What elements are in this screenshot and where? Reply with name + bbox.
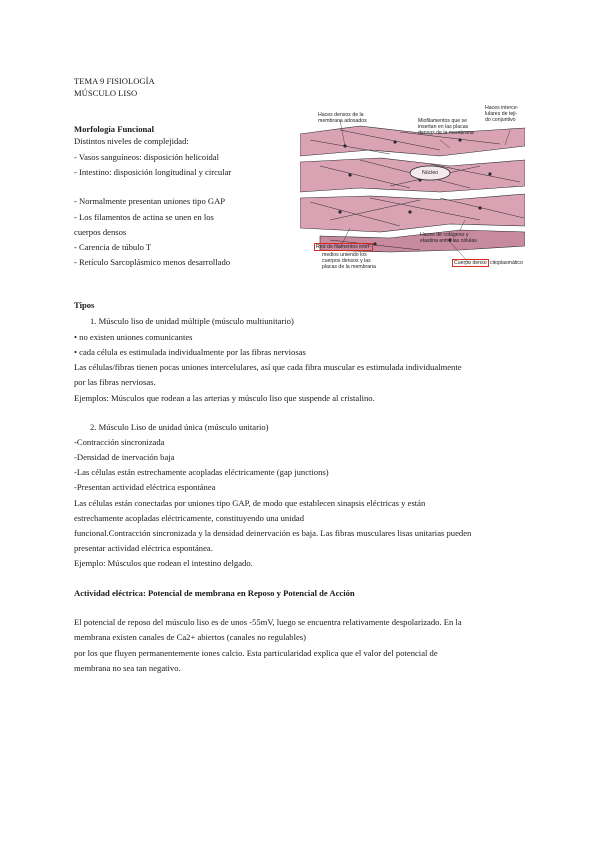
label-cuerpo-denso: Cuerpo denso citoplasmático <box>454 260 523 266</box>
label-haces-intercelulares: Haces interce- lulares de teji- do conjuntivo <box>485 105 519 123</box>
text-line: - Retículo Sarcoplásmico menos desarrollado <box>74 257 231 267</box>
text-line: • cada célula es estimulada individualmente por las fibras nerviosas <box>74 347 306 357</box>
label-red-filamentos-rest: medios uniendo los cuerpos densos y las placas de la membrana <box>322 252 376 270</box>
label-miofilamentos: Miofilamentos que se insertan en las placas densas de la membrana <box>418 118 474 136</box>
section-heading-actividad: Actividad eléctrica: Potencial de membrana en Reposo y Potencial de Acción <box>74 588 355 598</box>
label-red-filamentos: Red de filamentos inter- <box>316 244 372 250</box>
label-haces-colageno: Haces de colágeno y elastina entre las células <box>420 232 477 244</box>
text-line: - Vasos sanguíneos: disposición helicoidal <box>74 152 219 162</box>
text-line: -Presentan actividad eléctrica espontánea <box>74 482 216 492</box>
doc-title: TEMA 9 FISIOLOGÍA <box>74 76 155 86</box>
text-line: por las fibras nerviosas. <box>74 377 156 387</box>
text-line: - Intestino: disposición longitudinal y circular <box>74 167 232 177</box>
doc-subtitle: MÚSCULO LISO <box>74 88 138 98</box>
text-line: • no existen uniones comunicantes <box>74 332 193 342</box>
label-nucleo: Núcleo <box>422 170 439 176</box>
text-line: - Carencia de túbulo T <box>74 242 152 252</box>
text-line: membrana existen canales de Ca2+ abiertos (canales no regulables) <box>74 632 307 642</box>
section-heading-tipos: Tipos <box>74 300 95 310</box>
text-line: - Los filamentos de actina se unen en los <box>74 212 214 222</box>
label-haces-densos: Haces densos de la membrana adosados <box>318 112 367 124</box>
text-line: Ejemplo: Músculos que rodean el intestino delgado. <box>74 558 253 568</box>
text-line: Las células están conectadas por uniones tipo GAP, de modo que establecen sinapsis eléctricas y están <box>74 498 426 508</box>
text-line: membrana no sea tan negativo. <box>74 663 181 673</box>
list-item-tipo-2: 2. Músculo Liso de unidad única (músculo unitario) <box>90 422 269 432</box>
text-line: - Normalmente presentan uniones tipo GAP <box>74 196 226 206</box>
text-line: cuerpos densos <box>74 227 127 237</box>
text-line: estrechamente acopladas eléctricamente, constituyendo una unidad <box>74 513 305 523</box>
text-line: El potencial de reposo del músculo liso es de unos -55mV, luego se encuentra relativamente despolarizado. En la <box>74 617 462 627</box>
text-line: Las células/fibras tienen pocas uniones intercelulares, así que cada fibra muscular es estimulada individualmente <box>74 362 462 372</box>
text-line: Ejemplos: Músculos que rodean a las arterias y músculo liso que suspende al cristalino. <box>74 393 375 403</box>
text-line: presentar actividad eléctrica espontánea. <box>74 543 213 553</box>
list-item-tipo-1: 1. Músculo liso de unidad múltiple (músculo multiunitario) <box>90 316 294 326</box>
text-line: -Las células están estrechamente acopladas eléctricamente (gap junctions) <box>74 467 329 477</box>
text-line: por los que fluyen permanentemente iones calcio. Esta particularidad explica que el valor del potencial de <box>74 648 438 658</box>
section-heading-morfologia: Morfología Funcional <box>74 124 154 134</box>
text-line: -Contracción sincronizada <box>74 437 165 447</box>
text-line: funcional.Contracción sincronizada y la densidad deinervación es baja. Las fibras musculares lisas unitarias pueden <box>74 528 472 538</box>
text-line: Distintos niveles de complejidad: <box>74 136 189 146</box>
text-line: -Densidad de inervación baja <box>74 452 175 462</box>
smooth-muscle-figure <box>300 100 525 278</box>
